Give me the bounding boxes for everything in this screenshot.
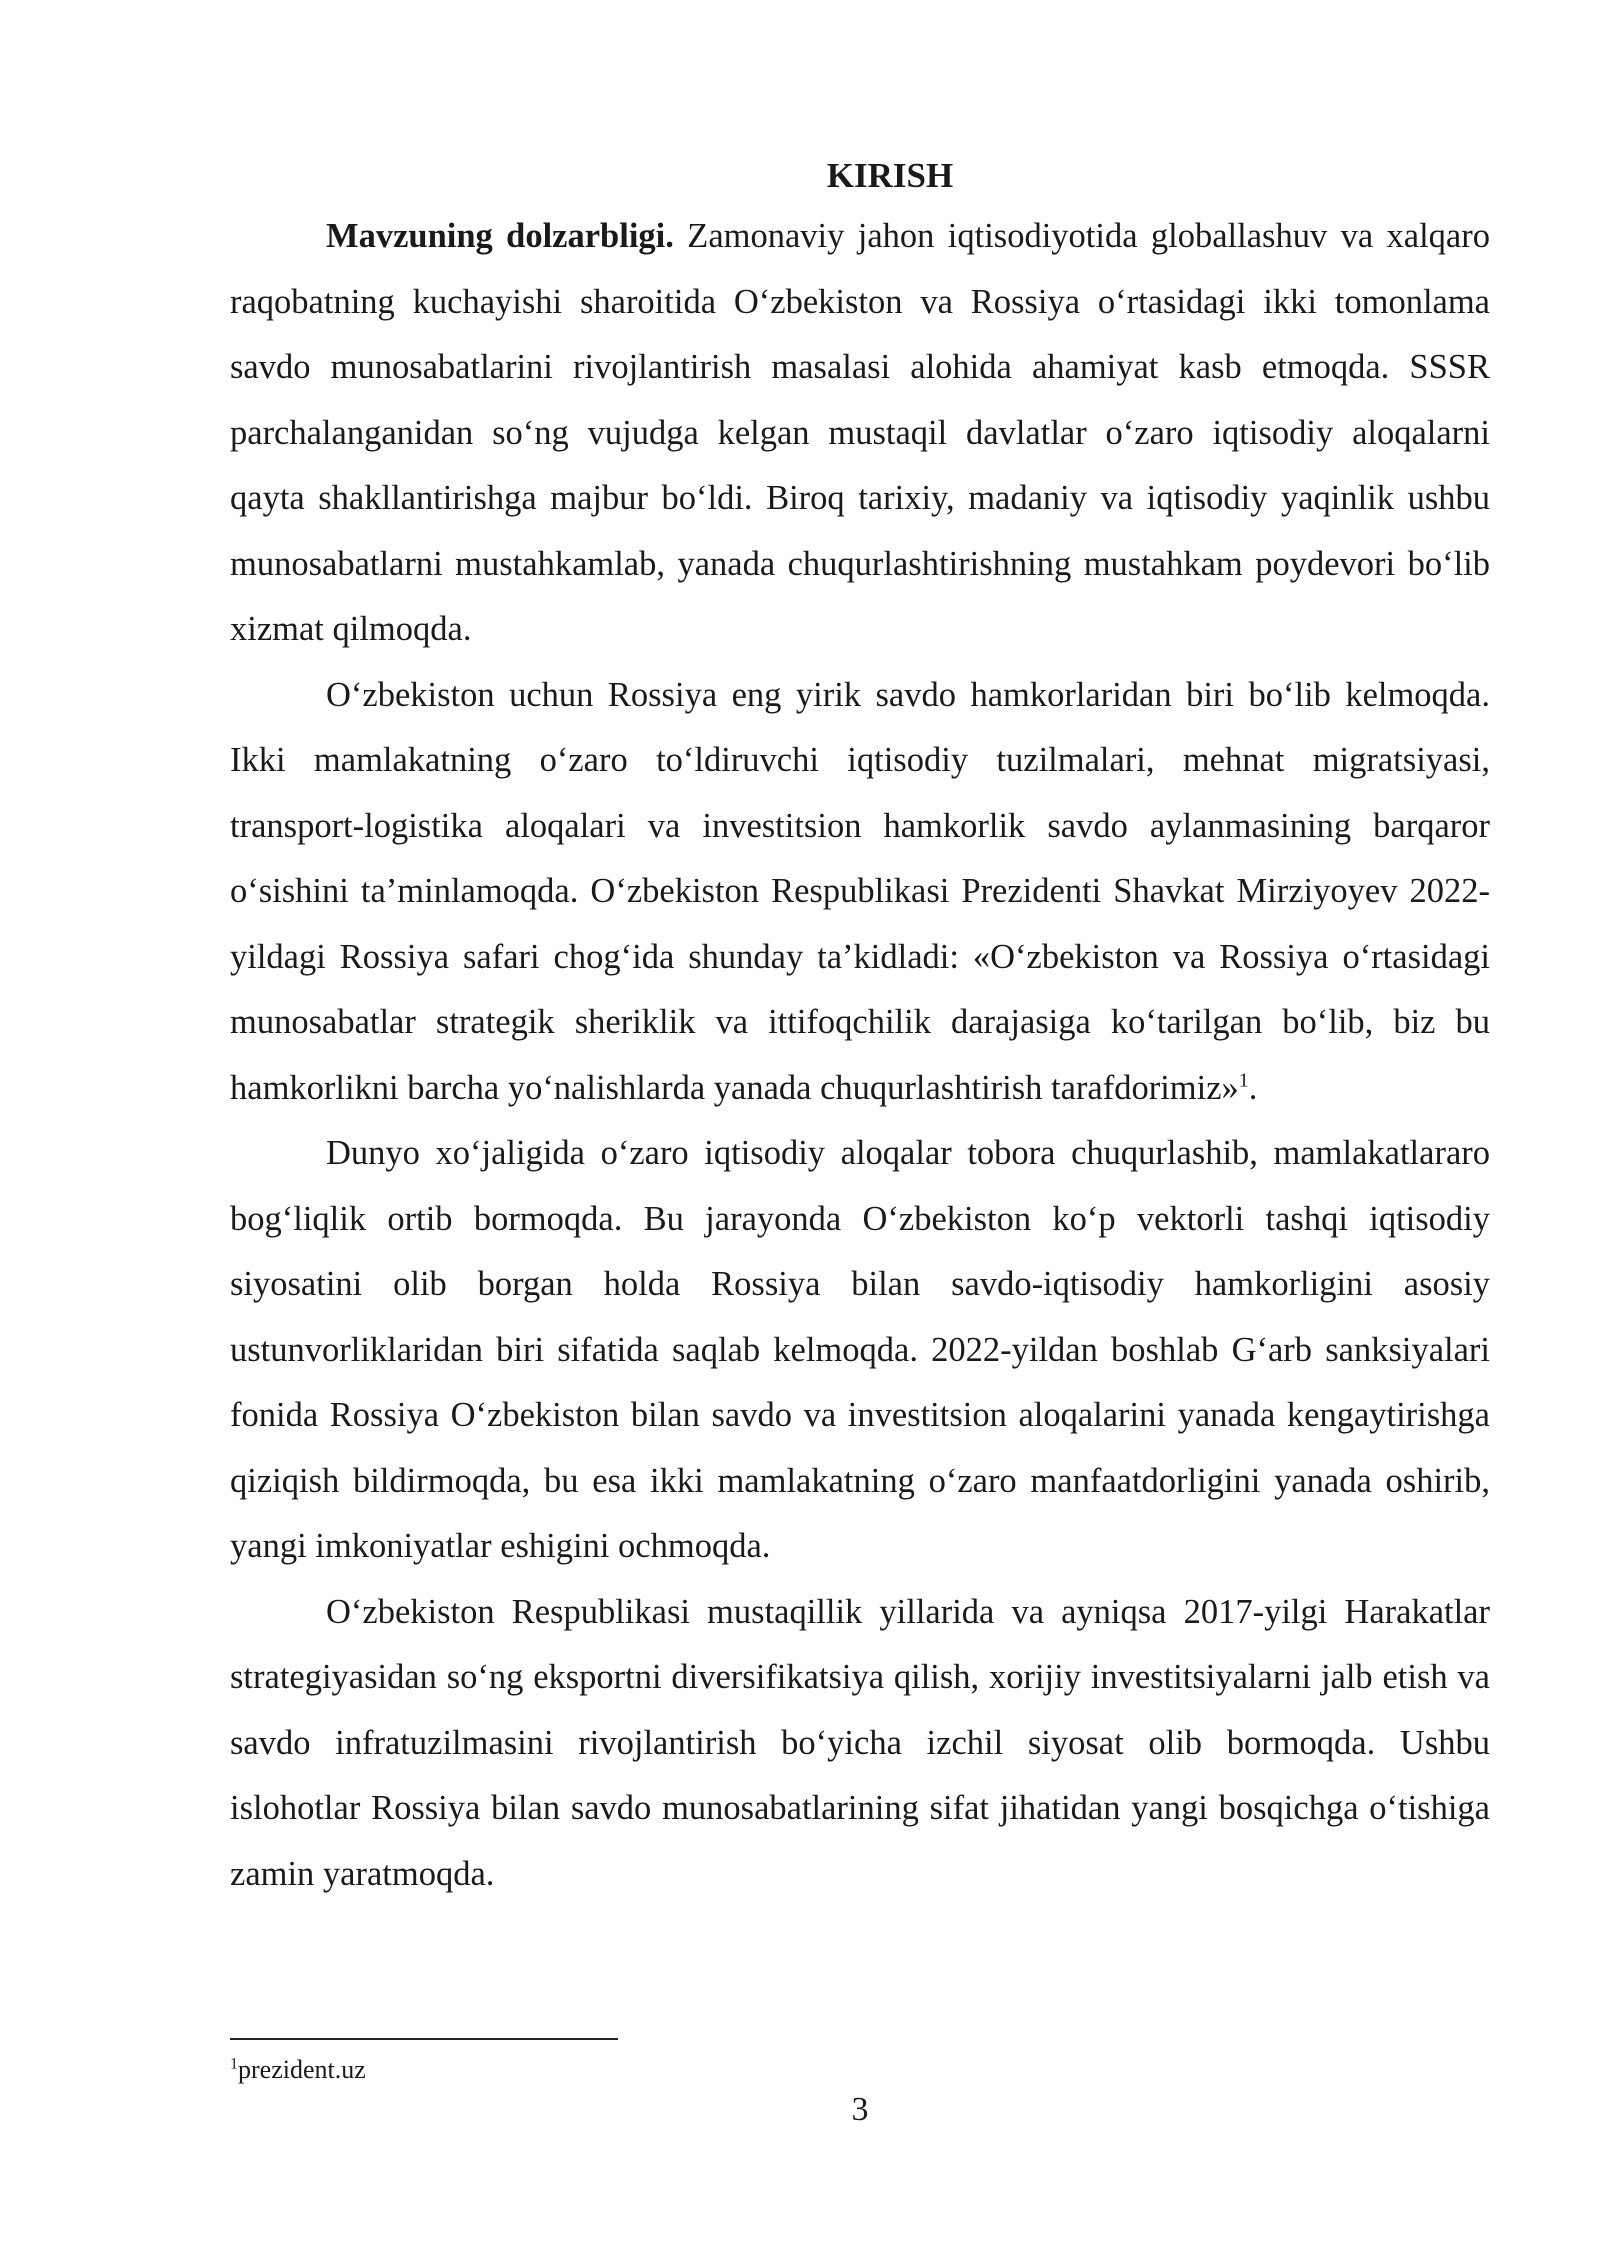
paragraph-text: Zamonaviy jahon iqtisodiyotida globallashuv va xalqaro raqobatning kuchayishi sharoitida O‘zbekiston va Rossiya o‘rtasidagi ikki tomonlama savdo munosabatlarini rivojlantirish masalasi alohida ahamiyat kasb etmoqda. SSSR parchalanganidan so‘ng vujudga kelgan mustaqil davlatlar o‘zaro iqtisodiy aloqalarni qayta shakllantirishga majbur bo‘ldi. Biroq tarixiy, madaniy va iqtisodiy yaqinlik ushbu munosabatlarni mustahkamlab, yanada chuqurlashtirishning mustahkam poydevori bo‘lib xizmat qilmoqda. xyxy=(230,217,1490,648)
paragraph-text: O‘zbekiston uchun Rossiya eng yirik savdo hamkorlaridan biri bo‘lib kelmoqda. Ikki mamlakatning o‘zaro to‘ldiruvchi iqtisodiy tuzilmalari, mehnat migratsiyasi, transport-logistika aloqalari va investitsion hamkorlik savdo aylanmasining barqaror o‘sishini ta’minlamoqda. O‘zbekiston Respublikasi Prezidenti Shavkat Mirziyoyev 2022-yildagi Rossiya safari chog‘ida shunday ta’kidladi: «O‘zbekiston va Rossiya o‘rtasidagi munosabatlar strategik sheriklik va ittifoqchilik darajasiga ko‘tarilgan bo‘lib, biz bu hamkorlikni barcha yo‘nalishlarda yanada chuqurlashtirish tarafdorimiz» xyxy=(230,675,1490,1107)
footnote-reference[interactable]: 1 xyxy=(1238,1069,1249,1091)
document-body xyxy=(230,148,1490,1907)
footnote-divider xyxy=(230,2038,618,2040)
footnote xyxy=(230,2053,366,2087)
paragraph-relevance xyxy=(230,204,1490,663)
paragraph-text: Dunyo xo‘jaligida o‘zaro iqtisodiy aloqalar tobora chuqurlashib, mamlakatlararo bog‘liqlik ortib bormoqda. Bu jarayonda O‘zbekiston ko‘p vektorli tashqi iqtisodiy siyosatini olib borgan holda Rossiya bilan savdo-iqtisodiy hamkorligini asosiy ustunvorliklaridan biri sifatida saqlab kelmoqda. 2022-yildan boshlab G‘arb sanksiyalari fonida Rossiya O‘zbekiston bilan savdo va investitsion aloqalarini yanada kengaytirishga qiziqish bildirmoqda, bu esa ikki mamlakatning o‘zaro manfaatdorligini yanada oshirib, yangi imkoniyatlar eshigini ochmoqda. xyxy=(230,1134,1490,1565)
paragraph-text: O‘zbekiston Respublikasi mustaqillik yillarida va ayniqsa 2017-yilgi Harakatlar strategiyasidan so‘ng eksportni diversifikatsiya qilish, xorijiy investitsiyalarni jalb etish va savdo infratuzilmasini rivojlantirish bo‘yicha izchil siyosat olib bormoqda. Ushbu islohotlar Rossiya bilan savdo munosabatlarining sifat jihatidan yangi bosqichga o‘tishiga zamin yaratmoqda. xyxy=(230,1592,1490,1893)
paragraph-lead: Mavzuning dolzarbligi. xyxy=(326,217,674,255)
page-number: 3 xyxy=(851,2091,869,2128)
footnote-marker: 1 xyxy=(230,2055,238,2073)
paragraph-reforms xyxy=(230,1580,1490,1908)
paragraph-tail: . xyxy=(1248,1068,1258,1107)
paragraph-world-economy xyxy=(230,1121,1490,1580)
footnote-text: prezident.uz xyxy=(238,2055,366,2084)
paragraph-partnership xyxy=(230,663,1490,1122)
section-heading: KIRISH xyxy=(826,156,954,195)
